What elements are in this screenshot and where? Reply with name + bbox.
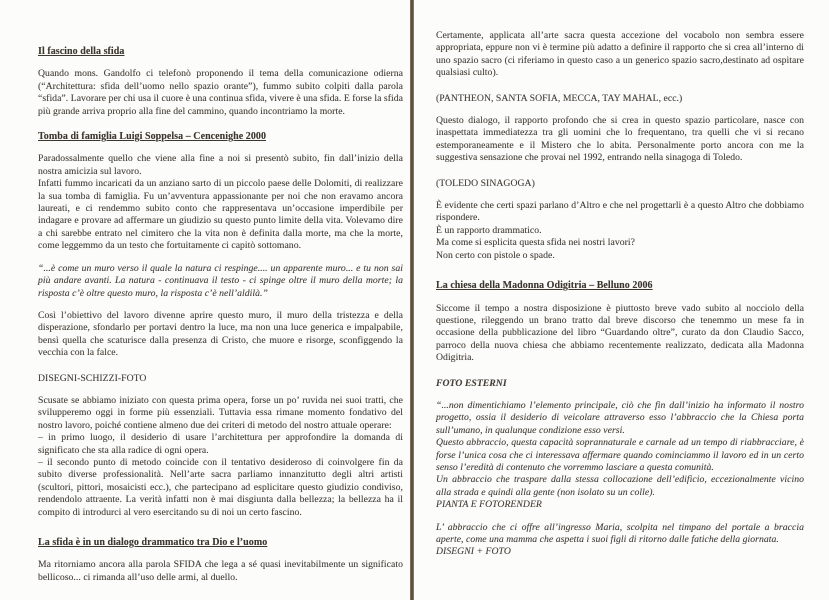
quote-abbraccio: Un abbraccio che traspare dalla stessa collocazione dell’edificio, eccezionalmente vicino alla strada e quindi alla gente (non isolato su un colle). xyxy=(436,474,804,498)
paragraph: Certamente, applicata all’arte sacra questa accezione del vocabolo non sembra essere appropriata, eppure non vi è termine più adatto a definire il rapporto che si crea all’interno di uno spazio sacro (ci riferiamo in questo caso a un generico spazio sacro,destinato ad ospitare qualsiasi culto). xyxy=(436,30,804,79)
list-item-dash: – il secondo punto di metodo coincide con il tentativo desideroso di coinvolgere fin da subito diverse professionalità. Nell’arte sacra parliamo innanzitutto degli altri artisti (scultori, pittori, mosaicisti ecc.), che partecipano ad esplicitare questo giudizio condiviso, rendendolo attraente. La verità infatti non è mai disgiunta dalla bellezza; la bellezza ha il compito di introdurci al vero esercitando su di noi un certo fascino. xyxy=(38,456,403,518)
list-item-dash: – in primo luogo, il desiderio di usare l’architettura per approfondire la domanda di significato che sta alla radice di ogni opera. xyxy=(38,432,403,456)
label-foto-esterni: FOTO ESTERNI xyxy=(436,377,507,389)
heading-chiesa-madonna-odigitria: La chiesa della Madonna Odigitria – Belluno 2006 xyxy=(436,280,653,292)
paragraph: Ma ritorniamo ancora alla parola SFIDA che lega a sé quasi inevitabilmente un significato bellicoso... ci rimanda all’uso delle armi, al duello. xyxy=(38,559,403,583)
quote-abbraccio: “...non dimentichiamo l’elemento principale, ciò che fin dall’inizio ha informato il nostro progetto, ossia il desiderio di veicolare attraverso esso l’abbraccio che la Chiesa porta sull’umano, in qualunque condizione esso versi. xyxy=(436,399,804,436)
heading-tomba-di-famiglia: Tomba di famiglia Luigi Soppelsa – Cencenighe 2000 xyxy=(38,131,266,143)
label-disegni-foto: DISEGNI + FOTO xyxy=(436,546,511,558)
page-right xyxy=(436,30,804,559)
paragraph: Così l’obiettivo del lavoro divenne aprire questo muro, il muro della tristezza e della disperazione, sfondarlo per portavi dentro la luce, ma non una luce generica e impalpabile, bensì quella che scaturisce dalla presenza di Cristo, che muore e risorge, sconfiggendo la vecchia con la falce. xyxy=(38,309,403,359)
paragraph: Paradossalmente quello che viene alla fine a noi si presentò subito, fin dall’inizio della nostra amicizia sul lavoro. xyxy=(38,153,403,177)
heading-il-fascino-della-sfida: Il fascino della sfida xyxy=(38,46,125,57)
paragraph: Siccome il tempo a nostra disposizione è piuttosto breve vado subito al nocciolo della questione, rileggendo un brano tratto dal breve discorso che tenemmo un mese fa in occasione della pubblicazione del libro “Guardando oltre”, curato da don Claudio Sacco, parroco della nuova chiesa che abbiamo recentemente realizzato, dedicata alla Madonna Odigitria. xyxy=(436,302,804,364)
paragraph: È un rapporto drammatico. xyxy=(436,224,542,236)
label-disegni-schizzi-foto: DISEGNI-SCHIZZI-FOTO xyxy=(38,372,147,384)
paragraph: Non certo con pistole o spade. xyxy=(436,249,555,261)
paragraph: Ma come si esplicita questa sfida nei nostri lavori? xyxy=(436,237,635,249)
label-toledo-sinagoga: (TOLEDO SINAGOGA) xyxy=(436,177,535,189)
paragraph: È evidente che certi spazi parlano d’Altro e che nel progettarli è a questo Altro che dobbiamo rispondere. xyxy=(436,200,804,224)
label-pantheon-santa-sofia: (PANTHEON, SANTA SOFIA, MECCA, TAY MAHAL, ecc.) xyxy=(436,92,683,104)
heading-la-sfida-dialogo: La sfida è in un dialogo drammatico tra Dio e l’uomo xyxy=(38,537,268,548)
page-left xyxy=(38,33,403,584)
label-pianta-e-fotorender: PIANTA E FOTORENDER xyxy=(436,499,542,511)
paragraph: Quando mons. Gandolfo ci telefonò proponendo il tema della comunicazione odierna (“Architettura: sfida dell’uomo nello spazio orante”), fummo subito colpiti dalla parola “sfida”. Lavorare per chi usa il cuore è una continua sfida, vivere è una sfida. E forse la sfida più grande arriva proprio alla fine del cammino, quando incontriamo la morte. xyxy=(38,68,404,117)
paragraph: Infatti fummo incaricati da un anziano sarto di un piccolo paese delle Dolomiti, di realizzare la sua tomba di famiglia. Fu un’avventura appassionante per noi che non eravamo ancora laureati, e ci rendemmo subito conto che rappresentava un’occasione imperdibile per indagare e provare ad affermare un giudizio su questo punto limite della vita. Volevamo dire a chi sarebbe entrato nel cimitero che la vita non è definita dalla morte, ma che la morte, come leggemmo da un testo che fortuitamente ci capitò sottomano. xyxy=(38,178,403,252)
paragraph: Scusate se abbiamo iniziato con questa prima opera, forse un po’ ruvida nei suoi tratti, che svilupperemo oggi in forme più essenziali. Tuttavia essa rimane momento fondativo del nostro lavoro, poiché contiene almeno due dei criteri di metodo del nostro attuale operare: xyxy=(38,394,403,431)
quote-maria: L’ abbraccio che ci offre all’ingresso Maria, scolpita nel timpano del portale a braccia aperte, come una mamma che aspetta i suoi figli di ritorno dalle fatiche della giornata. xyxy=(436,521,804,545)
quote-abbraccio: Questo abbraccio, questa capacità soprannaturale e carnale ad un tempo di riabbracciare, è forse l’unica cosa che ci interessava affermare quando cominciammo il lavoro ed in un certo senso l’eredità di contenuto che vorremmo lasciare a questa comunità. xyxy=(436,437,804,473)
paragraph: Questo dialogo, il rapporto profondo che si crea in questo spazio particolare, nasce con inaspettata immediatezza tra gli uomini che lo frequentano, tra quelli che vi si recano estemporaneamente e il Mistero che lo abita. Personalmente porto ancora con me la suggestiva sensazione che provai nel 1992, entrando nella sinagoga di Toledo. xyxy=(436,115,804,164)
quote-muro: “...è come un muro verso il quale la natura ci respinge.... un apparente muro... e tu non sai più andare avanti. La natura - continuava il testo - ci spinge oltre il muro della morte; la risposta c’è oltre questo muro, la risposta c’è nell’aldilà.” xyxy=(38,262,403,299)
page-fold-spine xyxy=(410,0,414,600)
